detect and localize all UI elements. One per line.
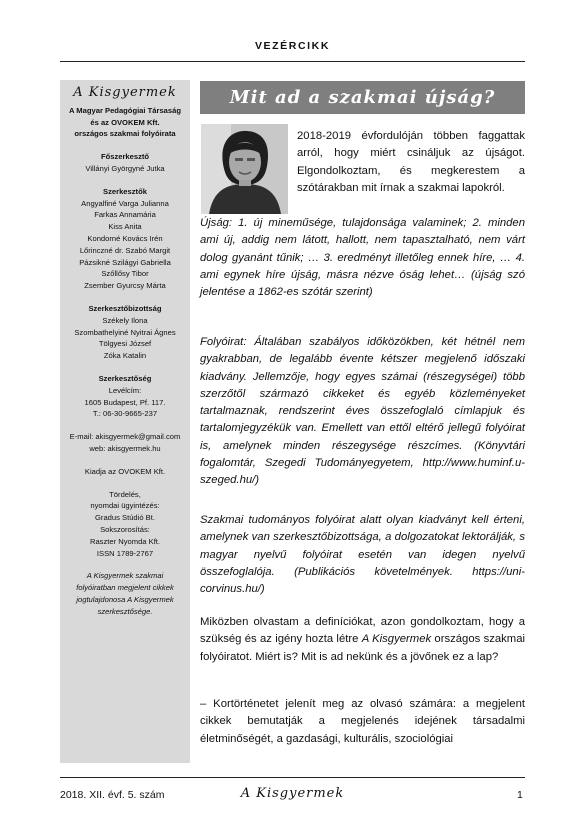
masthead-sidebar — [60, 80, 190, 763]
publisher-line: országos szakmai folyóirata — [74, 129, 176, 139]
author-photo — [201, 124, 288, 214]
production-line: Raszter Nyomda Kft. — [89, 536, 161, 546]
publisher-line: A Magyar Pedagógiai Társaság — [69, 105, 181, 115]
editor-name: Zsember Gyurcsy Márta — [84, 281, 166, 291]
copyright-line: A Kisgyermek szakmai — [86, 571, 164, 581]
issn-line: ISSN 1789-2767 — [96, 548, 154, 558]
issuer-line: Kiadja az OVOKEM Kft. — [84, 466, 166, 476]
copyright-line: jogtulajdonosa A Kisgyermek — [76, 594, 174, 604]
production-line: Tördelés, — [109, 489, 141, 499]
office-line: Levélcím: — [108, 385, 142, 395]
article-title: Mit ad a szakmai újság? — [200, 81, 525, 114]
section-label: VEZÉRCIKK — [254, 40, 331, 52]
paragraph-text: országos szakmai folyóiratot. Miért is? Mit is ad nekünk és a jövőnek ez a lap? — [200, 633, 526, 663]
email-link[interactable]: E-mail: akisgyermek@gmail.com — [69, 432, 181, 442]
header-rule — [60, 61, 525, 62]
editor-name: Kiss Anita — [108, 222, 142, 232]
quote-szakmai: Szakmai tudományos folyóirat alatt olyan kiadványt kell érteni, amelynek van szerkesztőbizottsága, a dolgozatokat lektorálják, s magyar nyelvű folyóirat esetén van idegen nyelvű összefoglalója. (Publikációs követelmények. https://uni-corvinus.hu/) — [200, 514, 525, 596]
quote-ujsag: Újság: 1. új mineműsége, tulajdonsága valaminek; 2. minden ami új, addig nem látott, hallott, nem tapasztalható, nem várt dolog gyanánt tűnik; … 3. eredményt illetőleg ennek híre, … 4. ami egynek híre újság, másra nézve óság lehet… (újság szó jelentése a 1862-es szótár szerint) — [200, 217, 525, 299]
publisher-info — [60, 105, 190, 140]
board-member: Tölgyesi József — [98, 339, 152, 349]
board-heading: Szerkesztőbizottság — [88, 303, 162, 313]
paragraph-history: – Kortörténetet jelenít meg az olvasó számára: a megjelent cikkek bemutatják a megjelenés idejének társadalmi életminőségét, a gazdasági, kulturális, szociológiai — [200, 698, 525, 745]
page-number: 1 — [517, 789, 523, 801]
production-line: Sokszorosítás: — [100, 524, 150, 534]
production-block — [60, 489, 190, 560]
copyright-line: folyóiratban megjelent cikkek — [76, 583, 174, 593]
office-heading: Szerkesztőség — [98, 373, 152, 383]
paragraph-text: Miközben olvastam a definíciókat, azon gondolkoztam, hogy a szükség és az igény hozta létre — [200, 616, 525, 646]
footer-rule — [60, 777, 525, 778]
footer-logo: A Kisgyermek — [240, 786, 345, 801]
sidebar-logo: A Kisgyermek — [73, 85, 177, 100]
editor-name: Lőrinczné dr. Szabó Margit — [79, 245, 171, 255]
paragraph-purpose — [200, 614, 525, 666]
chief-editor-name: Villányi Györgyné Jutka — [85, 163, 165, 173]
copyright-notice — [60, 570, 190, 617]
editors-heading: Szerkesztők — [103, 186, 147, 196]
office-line: 1605 Budapest, Pf. 117. — [84, 397, 166, 407]
editor-name: Angyalfiné Varga Julianna — [81, 198, 169, 208]
article-intro: 2018-2019 évfordulóján többen faggattak arról, hogy miért csináljuk az újságot. Elgondolkoztam, és megkerestem a szótárakban mit írnak a szakmai lapokról. — [297, 130, 525, 194]
editor-name: Farkas Annamária — [94, 210, 156, 220]
web-link[interactable]: web: akisgyermek.hu — [89, 443, 161, 453]
production-line: Gradus Stúdió Bt. — [95, 513, 155, 523]
board-member: Székely Ilona — [102, 315, 148, 325]
office-line: T.: 06-30-9665-237 — [92, 409, 158, 419]
chief-editor-heading: Főszerkesztő — [100, 152, 150, 162]
magazine-name: A Kisgyermek — [361, 633, 432, 646]
publisher-line: és az OVOKEM Kft. — [90, 117, 160, 127]
copyright-line: szerkesztősége. — [97, 606, 153, 616]
issue-info: 2018. XII. évf. 5. szám — [60, 789, 165, 801]
board-member: Zóka Katalin — [103, 351, 147, 361]
quote-folyoirat: Folyóirat: Általában szabályos időközökben, két hétnél nem gyakrabban, de legalább évente kétszer megjelenő időszaki kiadvány. Jellemzője, hogy egyes számai (részegységei) több szerzőtől származó cikkeket és egyéb közleményeket tartalmaznak, rendszerint éves összefoglaló címlapjuk és tartalomjegyzékük van. Emellett van ettől eltérő jellegű folyóirat is, amelynek minden részegysége részcímes. (Könyvtári fogalomtár, Szegedi Tudományegyetem, http://www.huminf.u-szeged.hu/) — [200, 336, 525, 487]
contact-block — [60, 431, 190, 455]
author-portrait-icon — [201, 124, 288, 214]
production-line: nyomdai ügyintézés: — [90, 501, 160, 511]
editor-name: Pázsikné Szilágyi Gabriella — [79, 257, 171, 267]
board-member: Szombathelyiné Nyitrai Ágnes — [74, 327, 176, 337]
editor-name: Kondorné Kovács Irén — [87, 233, 163, 243]
editor-name: Szőllősy Tibor — [101, 269, 149, 279]
